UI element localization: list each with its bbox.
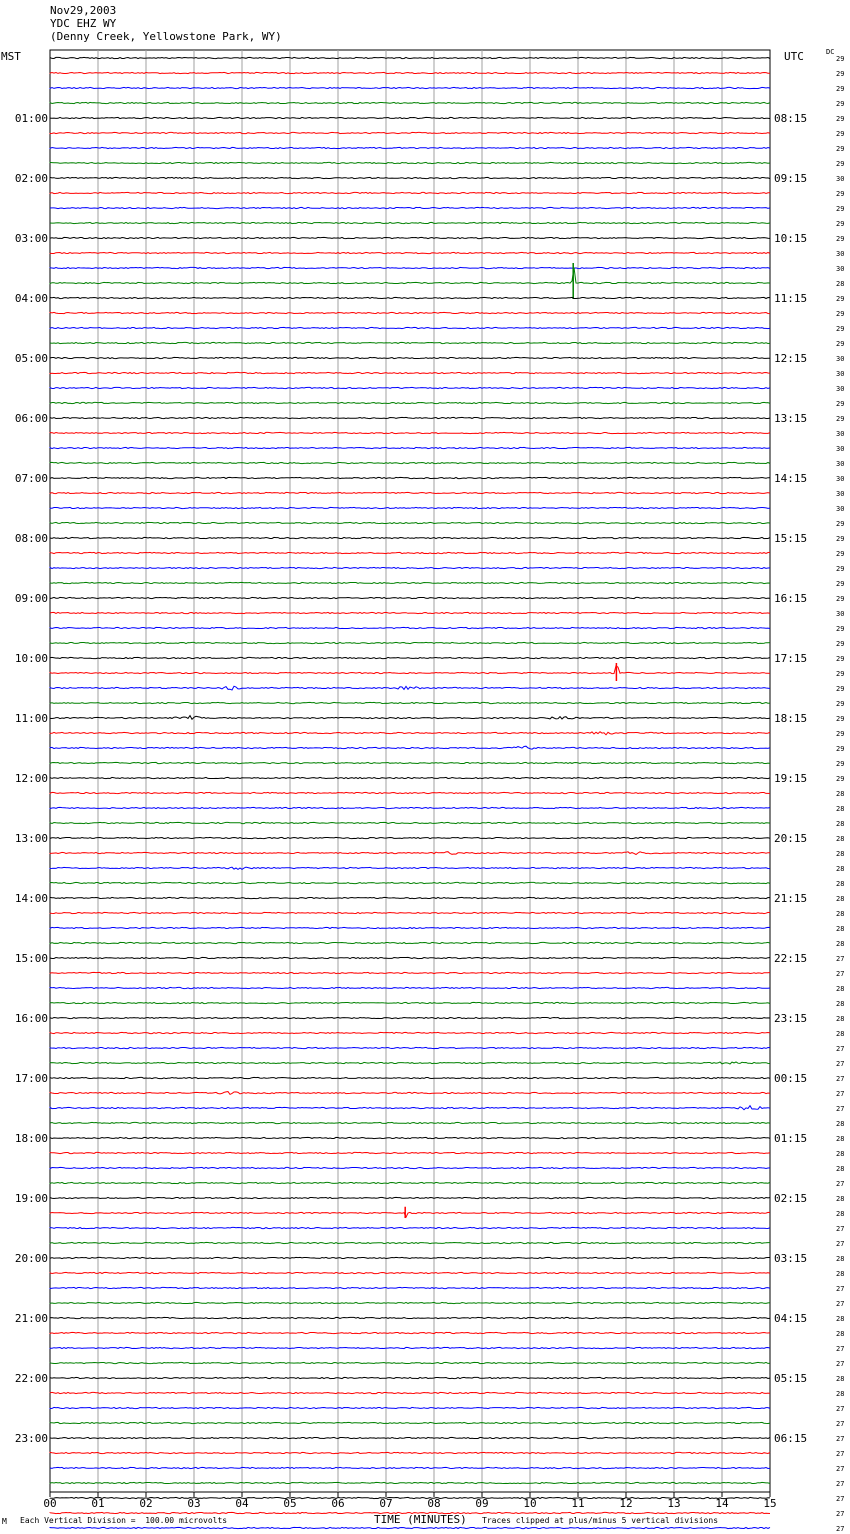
seismic-trace — [50, 402, 770, 403]
corner-mark: M — [2, 1517, 7, 1526]
seismic-trace — [50, 1467, 770, 1468]
dc-value-label: 29 — [836, 160, 845, 168]
utc-hour-label: 21:15 — [774, 892, 808, 905]
dc-value-label: 27 — [836, 1180, 845, 1188]
seismic-trace — [50, 1272, 770, 1273]
seismic-trace — [50, 267, 770, 268]
seismic-trace — [50, 657, 770, 658]
scale-note: Each Vertical Division = 100.00 microvolts — [20, 1516, 228, 1525]
utc-hour-label: 05:15 — [774, 1372, 808, 1385]
seismic-trace — [50, 1257, 770, 1258]
dc-value-label: 28 — [836, 1015, 845, 1023]
dc-value-label: 27 — [836, 1075, 845, 1083]
x-tick-label: 14 — [715, 1497, 729, 1510]
dc-value-label: 28 — [836, 940, 845, 948]
dc-value-label: 29 — [836, 670, 845, 678]
seismic-trace — [50, 1332, 770, 1333]
dc-value-label: 27 — [836, 1060, 845, 1068]
seismic-trace — [50, 1482, 770, 1483]
mst-hour-label: 08:00 — [14, 532, 48, 545]
dc-value-label: 29 — [836, 565, 845, 573]
seismic-trace — [50, 297, 770, 298]
seismic-trace — [50, 716, 770, 720]
utc-hour-label: 19:15 — [774, 772, 808, 785]
seismic-trace — [50, 666, 770, 674]
dc-value-label: 27 — [836, 955, 845, 963]
utc-hour-label: 11:15 — [774, 292, 808, 305]
dc-value-label: 27 — [836, 1510, 845, 1518]
dc-value-label: 29 — [836, 745, 845, 753]
mst-hour-label: 04:00 — [14, 292, 48, 305]
utc-hour-label: 14:15 — [774, 472, 808, 485]
seismic-trace — [50, 1047, 770, 1048]
seismic-trace — [50, 1032, 770, 1033]
seismic-trace — [50, 837, 770, 838]
seismic-trace — [50, 357, 770, 358]
utc-hour-label: 17:15 — [774, 652, 808, 665]
seismic-trace — [50, 102, 770, 103]
seismic-trace — [50, 897, 770, 898]
seismic-trace — [50, 1152, 770, 1153]
dc-value-label: 28 — [836, 280, 845, 288]
seismic-trace — [50, 477, 770, 478]
utc-hour-label: 22:15 — [774, 952, 808, 965]
dc-value-label: 29 — [836, 235, 845, 243]
dc-value-label: 30 — [836, 355, 845, 363]
dc-value-label: 27 — [836, 1360, 845, 1368]
dc-value-label: 29 — [836, 295, 845, 303]
dc-value-label: 29 — [836, 85, 845, 93]
dc-value-label: 27 — [836, 1525, 845, 1533]
x-tick-label: 02 — [139, 1497, 153, 1510]
seismic-trace — [50, 387, 770, 388]
seismic-trace — [50, 507, 770, 508]
mst-hour-label: 10:00 — [14, 652, 48, 665]
seismic-trace — [50, 942, 770, 943]
seismic-trace — [50, 852, 770, 855]
dc-value-label: 30 — [836, 445, 845, 453]
location-label: (Denny Creek, Yellowstone Park, WY) — [50, 30, 282, 43]
dc-value-label: 28 — [836, 790, 845, 798]
x-tick-label: 15 — [763, 1497, 777, 1510]
seismic-trace — [50, 1227, 770, 1228]
mst-hour-label: 09:00 — [14, 592, 48, 605]
seismic-trace — [50, 912, 770, 913]
seismic-trace — [50, 117, 770, 118]
dc-value-label: 28 — [836, 1135, 845, 1143]
seismic-trace — [50, 312, 770, 313]
seismic-trace — [50, 552, 770, 553]
date-label: Nov29,2003 — [50, 4, 117, 17]
seismic-trace — [50, 87, 770, 88]
dc-value-label: 28 — [836, 1210, 845, 1218]
dc-value-label: 27 — [836, 970, 845, 978]
dc-value-label: 29 — [836, 115, 845, 123]
seismic-trace — [50, 1122, 770, 1123]
seismic-trace — [50, 972, 770, 973]
dc-value-label: 28 — [836, 1315, 845, 1323]
dc-value-label: 29 — [836, 415, 845, 423]
x-tick-label: 05 — [283, 1497, 297, 1510]
dc-value-label: 28 — [836, 895, 845, 903]
seismic-trace — [50, 147, 770, 148]
seismic-trace — [50, 597, 770, 598]
seismic-trace — [50, 1182, 770, 1183]
mst-hour-label: 16:00 — [14, 1012, 48, 1025]
seismic-trace — [50, 207, 770, 208]
dc-label: DC — [826, 48, 835, 56]
dc-value-label: 27 — [836, 1465, 845, 1473]
dc-value-label: 27 — [836, 1045, 845, 1053]
dc-value-label: 29 — [836, 100, 845, 108]
seismic-trace — [50, 372, 770, 373]
dc-value-label: 29 — [836, 520, 845, 528]
left-timezone-label: MST — [1, 50, 21, 63]
x-tick-label: 00 — [43, 1497, 57, 1510]
seismic-trace — [50, 987, 770, 988]
seismic-trace — [50, 1452, 770, 1453]
mst-hour-label: 01:00 — [14, 112, 48, 125]
dc-value-label: 29 — [836, 130, 845, 138]
clip-note: Traces clipped at plus/minus 5 vertical divisions — [482, 1516, 719, 1525]
seismic-trace — [50, 1362, 770, 1363]
utc-hour-label: 18:15 — [774, 712, 808, 725]
dc-value-label: 27 — [836, 1090, 845, 1098]
dc-value-label: 29 — [836, 190, 845, 198]
seismic-trace — [50, 162, 770, 163]
mst-hour-label: 05:00 — [14, 352, 48, 365]
dc-value-label: 28 — [836, 850, 845, 858]
seismic-trace — [50, 1527, 770, 1528]
dc-value-label: 29 — [836, 400, 845, 408]
dc-value-label: 29 — [836, 580, 845, 588]
utc-hour-label: 09:15 — [774, 172, 808, 185]
dc-value-label: 27 — [836, 1285, 845, 1293]
dc-value-label: 29 — [836, 595, 845, 603]
seismic-trace — [50, 57, 770, 58]
seismic-trace — [50, 792, 770, 793]
dc-value-label: 27 — [836, 1495, 845, 1503]
x-tick-label: 08 — [427, 1497, 441, 1510]
dc-value-label: 29 — [836, 685, 845, 693]
seismic-trace — [50, 1242, 770, 1243]
seismic-trace — [50, 447, 770, 448]
seismic-trace — [50, 342, 770, 343]
dc-value-label: 29 — [836, 640, 845, 648]
mst-hour-label: 06:00 — [14, 412, 48, 425]
seismic-trace — [50, 1167, 770, 1168]
seismic-trace — [50, 522, 770, 523]
dc-value-label: 29 — [836, 145, 845, 153]
dc-value-label: 28 — [836, 1330, 845, 1338]
dc-value-label: 29 — [836, 655, 845, 663]
dc-value-label: 28 — [836, 805, 845, 813]
seismic-trace — [50, 1347, 770, 1348]
mst-hour-label: 22:00 — [14, 1372, 48, 1385]
seismic-trace — [50, 1062, 770, 1064]
dc-value-label: 27 — [836, 1345, 845, 1353]
utc-hour-label: 00:15 — [774, 1072, 808, 1085]
dc-value-label: 30 — [836, 430, 845, 438]
seismic-trace — [50, 1437, 770, 1438]
seismic-trace — [50, 957, 770, 958]
x-tick-label: 01 — [91, 1497, 105, 1510]
utc-hour-label: 16:15 — [774, 592, 808, 605]
dc-value-label: 28 — [836, 865, 845, 873]
seismic-trace — [50, 1017, 770, 1018]
x-tick-label: 03 — [187, 1497, 201, 1510]
seismic-trace — [50, 1407, 770, 1408]
seismic-trace — [50, 252, 770, 253]
dc-value-label: 29 — [836, 325, 845, 333]
dc-value-label: 30 — [836, 505, 845, 513]
utc-hour-label: 06:15 — [774, 1432, 808, 1445]
mst-hour-label: 19:00 — [14, 1192, 48, 1205]
utc-hour-label: 20:15 — [774, 832, 808, 845]
seismic-trace — [50, 867, 770, 869]
dc-value-label: 28 — [836, 1120, 845, 1128]
x-tick-label: 06 — [331, 1497, 345, 1510]
mst-hour-label: 17:00 — [14, 1072, 48, 1085]
dc-value-label: 28 — [836, 1030, 845, 1038]
mst-hour-label: 21:00 — [14, 1312, 48, 1325]
seismic-trace — [50, 702, 770, 703]
seismic-trace — [50, 627, 770, 628]
plot-frame — [50, 50, 770, 1492]
dc-value-label: 27 — [836, 1405, 845, 1413]
dc-value-label: 30 — [836, 370, 845, 378]
dc-value-label: 27 — [836, 1300, 845, 1308]
dc-value-label: 29 — [836, 70, 845, 78]
mst-hour-label: 14:00 — [14, 892, 48, 905]
dc-value-label: 29 — [836, 55, 845, 63]
seismic-trace — [50, 1302, 770, 1303]
seismic-trace — [50, 237, 770, 238]
dc-value-label: 30 — [836, 475, 845, 483]
utc-hour-label: 08:15 — [774, 112, 808, 125]
seismic-trace — [50, 1392, 770, 1393]
mst-hour-label: 07:00 — [14, 472, 48, 485]
dc-value-label: 28 — [836, 985, 845, 993]
dc-value-label: 27 — [836, 1480, 845, 1488]
seismic-trace — [50, 582, 770, 583]
dc-value-label: 29 — [836, 535, 845, 543]
dc-value-label: 29 — [836, 310, 845, 318]
dc-value-label: 30 — [836, 265, 845, 273]
seismic-trace — [50, 222, 770, 223]
seismic-trace — [50, 1077, 770, 1078]
x-tick-label: 10 — [523, 1497, 537, 1510]
mst-hour-label: 20:00 — [14, 1252, 48, 1265]
dc-value-label: 28 — [836, 820, 845, 828]
dc-value-label: 28 — [836, 910, 845, 918]
x-tick-label: 12 — [619, 1497, 633, 1510]
dc-value-label: 28 — [836, 1150, 845, 1158]
seismic-trace — [50, 327, 770, 328]
dc-value-label: 27 — [836, 1240, 845, 1248]
dc-value-label: 29 — [836, 760, 845, 768]
utc-hour-label: 02:15 — [774, 1192, 808, 1205]
seismic-trace — [50, 1287, 770, 1288]
dc-value-label: 30 — [836, 385, 845, 393]
dc-value-label: 29 — [836, 715, 845, 723]
dc-value-label: 29 — [836, 625, 845, 633]
dc-value-label: 30 — [836, 175, 845, 183]
dc-value-label: 29 — [836, 205, 845, 213]
seismic-trace — [50, 1497, 770, 1498]
utc-hour-label: 04:15 — [774, 1312, 808, 1325]
seismic-trace — [50, 432, 770, 433]
mst-hour-label: 12:00 — [14, 772, 48, 785]
dc-value-label: 29 — [836, 340, 845, 348]
seismic-trace — [50, 642, 770, 643]
utc-hour-label: 13:15 — [774, 412, 808, 425]
dc-value-label: 29 — [836, 730, 845, 738]
dc-value-label: 27 — [836, 1420, 845, 1428]
seismic-trace — [50, 1106, 770, 1110]
mst-hour-label: 18:00 — [14, 1132, 48, 1145]
seismic-trace — [50, 612, 770, 613]
seismic-trace — [50, 417, 770, 418]
utc-hour-label: 03:15 — [774, 1252, 808, 1265]
mst-hour-label: 13:00 — [14, 832, 48, 845]
station-label: YDC EHZ WY — [50, 17, 117, 30]
dc-value-label: 28 — [836, 1375, 845, 1383]
seismic-trace — [50, 567, 770, 568]
dc-value-label: 29 — [836, 550, 845, 558]
seismic-trace — [50, 177, 770, 178]
seismic-trace — [50, 462, 770, 463]
seismic-trace — [50, 777, 770, 778]
seismic-trace — [50, 1377, 770, 1378]
dc-value-label: 29 — [836, 220, 845, 228]
x-tick-label: 09 — [475, 1497, 489, 1510]
seismic-trace — [50, 1197, 770, 1198]
dc-value-label: 29 — [836, 775, 845, 783]
seismic-trace — [50, 807, 770, 808]
seismic-trace — [50, 822, 770, 823]
seismic-trace — [50, 537, 770, 538]
mst-hour-label: 03:00 — [14, 232, 48, 245]
seismic-trace — [50, 132, 770, 133]
seismic-trace — [50, 762, 770, 763]
dc-value-label: 27 — [836, 1105, 845, 1113]
utc-hour-label: 01:15 — [774, 1132, 808, 1145]
seismic-trace — [50, 1002, 770, 1003]
seismic-trace — [50, 268, 770, 284]
x-tick-label: 04 — [235, 1497, 249, 1510]
dc-value-label: 28 — [836, 1000, 845, 1008]
seismic-trace — [50, 732, 770, 735]
dc-value-label: 28 — [836, 880, 845, 888]
dc-value-label: 27 — [836, 1225, 845, 1233]
seismic-trace — [50, 746, 770, 749]
dc-value-label: 30 — [836, 490, 845, 498]
dc-value-label: 28 — [836, 835, 845, 843]
seismic-trace — [50, 492, 770, 493]
seismic-trace — [50, 1422, 770, 1423]
dc-value-label: 28 — [836, 925, 845, 933]
utc-hour-label: 12:15 — [774, 352, 808, 365]
right-timezone-label: UTC — [784, 50, 804, 63]
dc-value-label: 27 — [836, 1435, 845, 1443]
x-axis-label: TIME (MINUTES) — [374, 1513, 467, 1526]
utc-hour-label: 15:15 — [774, 532, 808, 545]
dc-value-label: 28 — [836, 1165, 845, 1173]
dc-value-label: 28 — [836, 1195, 845, 1203]
dc-value-label: 27 — [836, 1450, 845, 1458]
seismic-trace — [50, 1092, 770, 1095]
dc-value-label: 28 — [836, 1255, 845, 1263]
dc-value-label: 30 — [836, 610, 845, 618]
utc-hour-label: 23:15 — [774, 1012, 808, 1025]
x-tick-label: 11 — [571, 1497, 585, 1510]
x-tick-label: 07 — [379, 1497, 393, 1510]
seismic-trace — [50, 1212, 770, 1217]
dc-value-label: 30 — [836, 250, 845, 258]
seismic-trace — [50, 192, 770, 193]
seismic-trace — [50, 927, 770, 928]
seismic-trace — [50, 1137, 770, 1138]
seismic-trace — [50, 686, 770, 690]
dc-value-label: 28 — [836, 1270, 845, 1278]
utc-hour-label: 10:15 — [774, 232, 808, 245]
x-tick-label: 13 — [667, 1497, 681, 1510]
mst-hour-label: 02:00 — [14, 172, 48, 185]
mst-hour-label: 11:00 — [14, 712, 48, 725]
seismic-trace — [50, 72, 770, 73]
dc-value-label: 29 — [836, 700, 845, 708]
dc-value-label: 30 — [836, 460, 845, 468]
mst-hour-label: 23:00 — [14, 1432, 48, 1445]
seismic-trace — [50, 882, 770, 883]
mst-hour-label: 15:00 — [14, 952, 48, 965]
dc-value-label: 28 — [836, 1390, 845, 1398]
seismic-trace — [50, 1317, 770, 1318]
